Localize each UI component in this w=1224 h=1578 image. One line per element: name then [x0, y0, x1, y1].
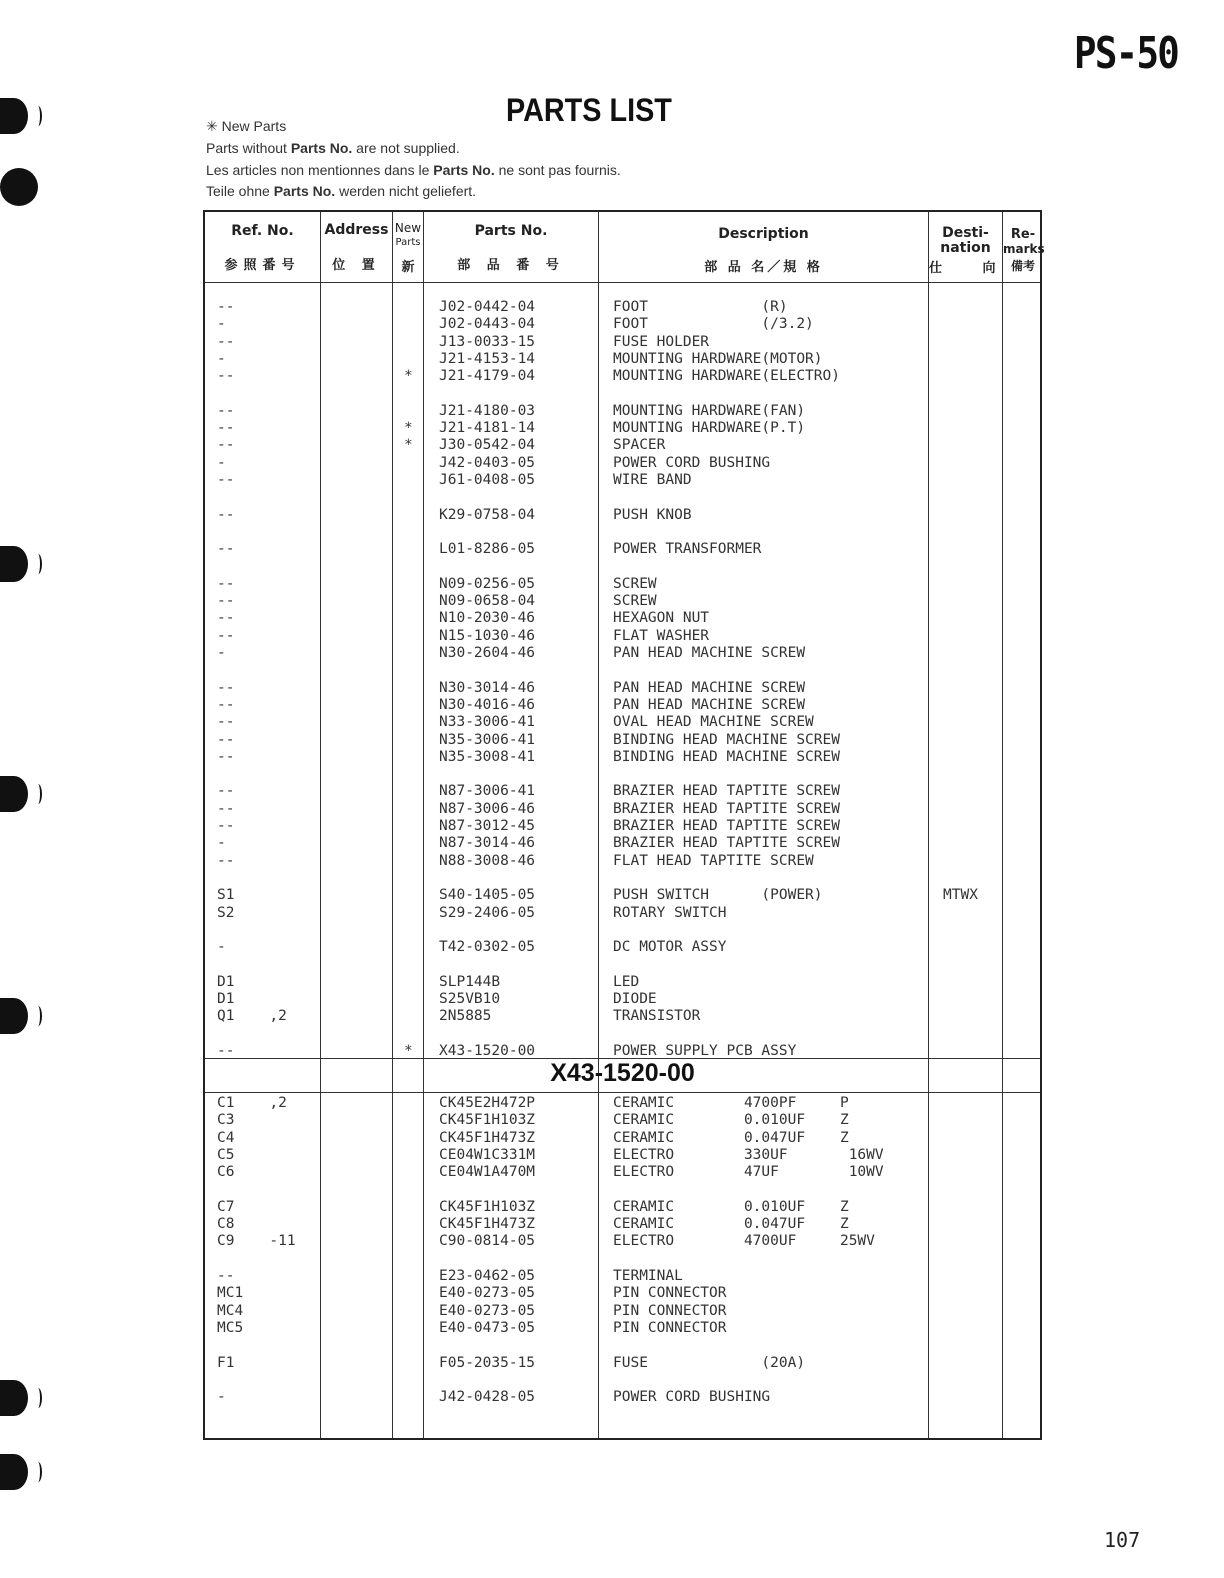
ref-no-cell: -- [217, 610, 235, 627]
parts-no-cell: N88-3008-46 [439, 852, 536, 869]
parts-no-cell: CK45F1H473Z [439, 1216, 536, 1233]
description-cell: FUSE (20A) [613, 1354, 806, 1371]
parts-no-cell: E40-0273-05 [439, 1285, 536, 1302]
ref-no-cell: MC4 [217, 1302, 244, 1319]
punch-hole-mark [0, 96, 34, 136]
header-destination: Desti- [942, 225, 989, 241]
parts-no-cell: J61-0408-05 [439, 472, 536, 488]
description-cell: BRAZIER HEAD TAPTITE SCREW [613, 800, 840, 817]
description-cell: ELECTRO 330UF 16WV [613, 1146, 884, 1163]
description-cell: MOUNTING HARDWARE(MOTOR) [613, 350, 823, 367]
parts-no-cell: CK45F1H103Z [439, 1198, 536, 1215]
header-divider [205, 282, 1040, 283]
description-cell: ELECTRO 47UF 10WV [613, 1164, 884, 1181]
parts-no-cell: N10-2030-46 [439, 610, 536, 627]
description-cell: ELECTRO 4700UF 25WV [613, 1233, 875, 1250]
new-parts-cell: * [404, 437, 413, 454]
ref-no-cell: -- [217, 402, 235, 419]
parts-no-cell: N30-2604-46 [439, 645, 536, 661]
header-remarks: Re- [1010, 227, 1036, 242]
ref-no-cell: -- [217, 506, 235, 523]
description-cell: FLAT HEAD TAPTITE SCREW [613, 852, 814, 869]
parts-no-cell: N87-3006-41 [439, 783, 536, 800]
ref-no-cell: -- [217, 818, 235, 834]
description-cell: CERAMIC 0.047UF Z [613, 1129, 849, 1146]
parts-no-cell: CE04W1C331M [439, 1146, 536, 1163]
ref-no-cell: C6 [217, 1164, 235, 1181]
punch-hole-mark [0, 544, 34, 584]
header-new-parts-jp: 新 [401, 260, 415, 275]
new-parts-cell: * [404, 1042, 413, 1059]
ref-no-cell: -- [217, 627, 235, 644]
column-divider [598, 212, 599, 1438]
parts-no-cell: N87-3014-46 [439, 835, 536, 852]
description-cell: FOOT (/3.2) [613, 316, 814, 333]
header-parts-no-jp: 部 品 番 号 [457, 258, 565, 273]
ref-no-cell: C7 [217, 1198, 235, 1215]
parts-no-cell: S25VB10 [439, 991, 501, 1007]
ref-no-cell: S1 [217, 887, 235, 904]
ref-no-cell: - [217, 645, 226, 661]
parts-no-cell: S29-2406-05 [439, 904, 536, 921]
ref-no-cell: MC5 [217, 1319, 244, 1336]
header-address: Address [324, 222, 389, 238]
note-german: Teile ohne Parts No. werden nicht geliefert. [206, 183, 477, 199]
ref-no-cell: D1 [217, 973, 235, 990]
description-cell: PAN HEAD MACHINE SCREW [613, 696, 806, 713]
description-cell: POWER CORD BUSHING [613, 454, 771, 471]
parts-no-cell: N87-3006-46 [439, 800, 536, 817]
header-parts-no: Parts No. [474, 223, 548, 239]
description-cell: PIN CONNECTOR [613, 1302, 727, 1319]
parts-no-cell: J02-0442-04 [439, 299, 536, 315]
page-title: PARTS LIST [506, 92, 672, 128]
ref-no-cell: - [217, 1389, 226, 1406]
description-cell: MOUNTING HARDWARE(ELECTRO) [613, 368, 840, 385]
ref-no-cell: -- [217, 714, 235, 731]
description-cell: PUSH SWITCH (POWER) [613, 887, 823, 904]
ref-no-cell: -- [217, 1268, 235, 1284]
description-cell: DC MOTOR ASSY [613, 939, 727, 956]
description-cell: SCREW [613, 593, 657, 610]
parts-no-cell: N35-3006-41 [439, 731, 536, 748]
column-divider [392, 212, 393, 1438]
ref-no-cell: - [217, 350, 226, 367]
ref-no-cell: -- [217, 731, 235, 748]
ref-no-cell: C9 -11 [217, 1233, 296, 1250]
parts-no-cell: SLP144B [439, 973, 501, 990]
parts-no-cell: CE04W1A470M [439, 1164, 536, 1181]
parts-no-cell: E40-0273-05 [439, 1302, 536, 1319]
parts-no-cell: T42-0302-05 [439, 939, 536, 956]
header-destination-jp: 仕 向 [929, 261, 1014, 276]
description-cell: POWER CORD BUSHING [613, 1389, 771, 1406]
parts-no-cell: K29-0758-04 [439, 506, 536, 523]
header-description: Description [718, 226, 809, 242]
ref-no-cell: -- [217, 575, 235, 592]
description-cell: BRAZIER HEAD TAPTITE SCREW [613, 835, 840, 852]
ref-no-cell: MC1 [217, 1285, 244, 1302]
ref-no-cell: -- [217, 472, 235, 488]
description-cell: PAN HEAD MACHINE SCREW [613, 645, 806, 661]
punch-hole-mark [0, 166, 34, 206]
ref-no-cell: -- [217, 333, 235, 350]
ref-no-cell: -- [217, 679, 235, 696]
header-destination-2: nation [940, 240, 991, 256]
ref-no-cell: D1 [217, 991, 235, 1007]
description-cell: SCREW [613, 575, 657, 592]
ref-no-cell: C4 [217, 1129, 235, 1146]
new-parts-cell: * [404, 420, 413, 437]
description-cell: CERAMIC 4700PF P [613, 1095, 849, 1111]
description-cell: FOOT (R) [613, 299, 788, 315]
note-french: Les articles non mentionnes dans le Parts No. ne sont pas fournis. [206, 162, 621, 178]
punch-hole-mark [0, 996, 34, 1036]
column-divider [928, 212, 929, 1438]
parts-no-cell: CK45F1H103Z [439, 1112, 536, 1129]
ref-no-cell: -- [217, 368, 235, 385]
parts-no-cell: C90-0814-05 [439, 1233, 536, 1250]
header-ref-no: Ref. No. [231, 223, 294, 239]
ref-no-cell: C8 [217, 1216, 235, 1233]
header-address-jp: 位 置 [332, 258, 381, 273]
description-cell: WIRE BAND [613, 472, 692, 488]
punch-hole-mark [0, 1378, 34, 1418]
description-cell: CERAMIC 0.010UF Z [613, 1198, 849, 1215]
parts-no-cell: J21-4180-03 [439, 402, 536, 419]
description-cell: PUSH KNOB [613, 506, 692, 523]
ref-no-cell: -- [217, 696, 235, 713]
ref-no-cell: - [217, 454, 226, 471]
ref-no-cell: -- [217, 852, 235, 869]
ref-no-cell: -- [217, 800, 235, 817]
parts-no-cell: N09-0256-05 [439, 575, 536, 592]
description-cell: POWER SUPPLY PCB ASSY [613, 1042, 797, 1059]
parts-no-cell: L01-8286-05 [439, 541, 536, 558]
description-cell: FUSE HOLDER [613, 333, 710, 350]
ref-no-cell: -- [217, 783, 235, 800]
destination-cell: MTWX [943, 887, 978, 904]
parts-no-cell: CK45E2H472P [439, 1095, 536, 1111]
description-cell: HEXAGON NUT [613, 610, 710, 627]
section-divider [205, 1092, 1040, 1093]
parts-no-cell: N09-0658-04 [439, 593, 536, 610]
parts-no-cell: E23-0462-05 [439, 1268, 536, 1284]
new-parts-legend: ✳ New Parts [206, 118, 287, 134]
description-cell: LED [613, 973, 640, 990]
parts-no-cell: N33-3006-41 [439, 714, 536, 731]
sub-section-title: X43-1520-00 [550, 1059, 695, 1087]
description-cell: BINDING HEAD MACHINE SCREW [613, 731, 840, 748]
description-cell: SPACER [613, 437, 666, 454]
parts-no-cell: CK45F1H473Z [439, 1129, 536, 1146]
description-cell: BRAZIER HEAD TAPTITE SCREW [613, 818, 840, 834]
parts-no-cell: N87-3012-45 [439, 818, 536, 834]
ref-no-cell: -- [217, 748, 235, 765]
ref-no-cell: C5 [217, 1146, 235, 1163]
parts-no-cell: S40-1405-05 [439, 887, 536, 904]
description-cell: DIODE [613, 991, 657, 1007]
column-divider [320, 212, 321, 1438]
description-cell: MOUNTING HARDWARE(P.T) [613, 420, 806, 437]
description-cell: CERAMIC 0.047UF Z [613, 1216, 849, 1233]
parts-no-cell: J21-4179-04 [439, 368, 536, 385]
ref-no-cell: - [217, 316, 226, 333]
parts-no-cell: J42-0403-05 [439, 454, 536, 471]
parts-no-cell: J21-4153-14 [439, 350, 536, 367]
parts-no-cell: N35-3008-41 [439, 748, 536, 765]
description-cell: BINDING HEAD MACHINE SCREW [613, 748, 840, 765]
ref-no-cell: S2 [217, 904, 235, 921]
parts-no-cell: J21-4181-14 [439, 420, 536, 437]
new-parts-cell: * [404, 368, 413, 385]
description-cell: TRANSISTOR [613, 1008, 701, 1025]
ref-no-cell: -- [217, 420, 235, 437]
ref-no-cell: - [217, 939, 226, 956]
ref-no-cell: C3 [217, 1112, 235, 1129]
parts-no-cell: E40-0473-05 [439, 1319, 536, 1336]
description-cell: BRAZIER HEAD TAPTITE SCREW [613, 783, 840, 800]
ref-no-cell: -- [217, 593, 235, 610]
description-cell: FLAT WASHER [613, 627, 710, 644]
note-english: Parts without Parts No. are not supplied. [206, 140, 460, 156]
parts-no-cell: J13-0033-15 [439, 333, 536, 350]
parts-table [203, 210, 1045, 1440]
header-remarks-jp: 備考 [1010, 259, 1035, 273]
ref-no-cell: -- [217, 541, 235, 558]
parts-no-cell: F05-2035-15 [439, 1354, 536, 1371]
parts-no-cell: N30-4016-46 [439, 696, 536, 713]
description-cell: ROTARY SWITCH [613, 904, 727, 921]
description-cell: CERAMIC 0.010UF Z [613, 1112, 849, 1129]
description-cell: PAN HEAD MACHINE SCREW [613, 679, 806, 696]
ref-no-cell: -- [217, 299, 235, 315]
punch-hole-mark [0, 774, 34, 814]
parts-no-cell: J30-0542-04 [439, 437, 536, 454]
description-cell: POWER TRANSFORMER [613, 541, 762, 558]
parts-no-cell: X43-1520-00 [439, 1042, 536, 1059]
header-new-parts-2: Parts [395, 237, 421, 248]
header-description-jp: 部 品 名／規 格 [704, 260, 823, 275]
parts-no-cell: N30-3014-46 [439, 679, 536, 696]
ref-no-cell: - [217, 835, 226, 852]
ref-no-cell: -- [217, 437, 235, 454]
parts-no-cell: J42-0428-05 [439, 1389, 536, 1406]
description-cell: PIN CONNECTOR [613, 1319, 727, 1336]
ref-no-cell: F1 [217, 1354, 235, 1371]
page-number: 107 [1104, 1528, 1141, 1552]
ref-no-cell: C1 ,2 [217, 1095, 287, 1111]
header-ref-no-jp: 参照番号 [224, 258, 301, 273]
column-divider [423, 212, 424, 1438]
ref-no-cell: -- [217, 1042, 235, 1059]
parts-no-cell: N15-1030-46 [439, 627, 536, 644]
description-cell: MOUNTING HARDWARE(FAN) [613, 402, 806, 419]
column-divider [1002, 212, 1003, 1438]
description-cell: TERMINAL [613, 1268, 683, 1284]
punch-hole-mark [0, 1452, 34, 1492]
model-number: PS-50 [1074, 28, 1179, 79]
parts-no-cell: J02-0443-04 [439, 316, 536, 333]
parts-no-cell: 2N5885 [439, 1008, 492, 1025]
description-cell: PIN CONNECTOR [613, 1285, 727, 1302]
ref-no-cell: Q1 ,2 [217, 1008, 287, 1025]
header-remarks-2: marks [1003, 242, 1045, 256]
header-new-parts: New [394, 221, 422, 235]
description-cell: OVAL HEAD MACHINE SCREW [613, 714, 814, 731]
